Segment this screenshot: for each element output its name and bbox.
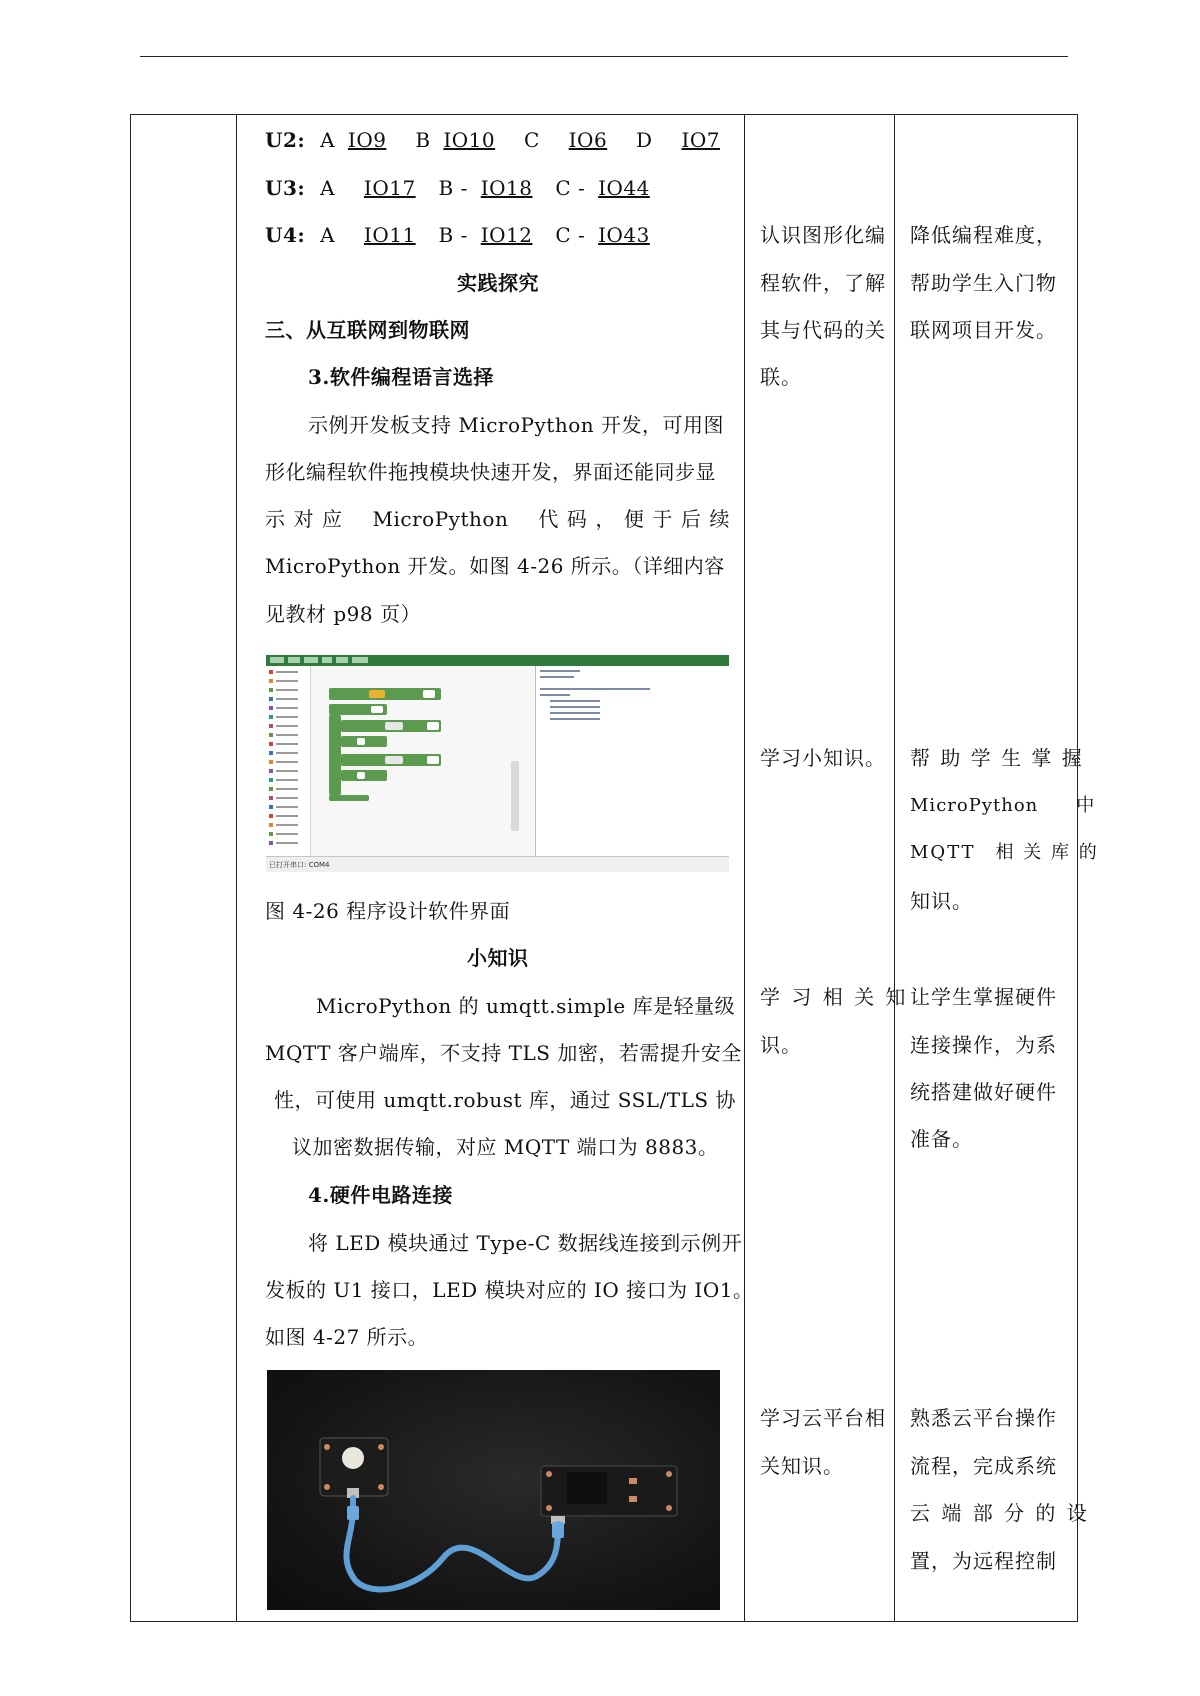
option-letter: D: [636, 128, 653, 152]
figure-2-hardware-photo: [267, 1370, 720, 1610]
word: 于: [652, 507, 673, 531]
option-value: IO12: [480, 223, 533, 247]
serial-status: 已打开串口: COM4: [269, 861, 330, 869]
activity-4-line1: 学习云平台相: [760, 1406, 886, 1430]
activity-3-line1: 学 习 相 关 知: [760, 985, 908, 1009]
hardware-photo-drawing: [267, 1370, 720, 1610]
activity-4-line2: 关知识。: [760, 1454, 844, 1478]
status-bar: [266, 856, 729, 872]
figure-1-software-screenshot: [266, 655, 729, 872]
purpose-3-line4: 准备。: [910, 1127, 973, 1151]
para1-line4: MicroPython 开发。如图 4-26 所示。（详细内容: [265, 554, 725, 578]
option-letter: C -: [555, 223, 586, 247]
word: ，: [595, 507, 616, 531]
word: 应: [322, 507, 343, 531]
u2-line: [265, 127, 720, 153]
option-letter: C: [523, 128, 540, 152]
option-value: IO9: [347, 128, 387, 152]
option-letter: A: [320, 176, 336, 200]
purpose-4-line4: 置，为远程控制: [910, 1549, 1057, 1573]
column-divider-2: [744, 115, 745, 1621]
section-heading: 实践探究: [457, 271, 539, 295]
word: MicroPython: [372, 507, 509, 531]
word: 码: [566, 507, 588, 531]
purpose-1-line2: 帮助学生入门物: [910, 271, 1057, 295]
purpose-4-line3: 云 端 部 分 的 设: [910, 1501, 1090, 1525]
option-value: IO7: [681, 128, 720, 152]
u4-line: [265, 222, 650, 248]
option-letter: A: [320, 128, 336, 152]
purpose-3-line3: 统搭建做好硬件: [910, 1080, 1057, 1104]
word: 代: [538, 507, 559, 531]
option-value: IO44: [598, 176, 650, 200]
purpose-2-line2: MicroPython 中: [910, 795, 1096, 816]
u3-label: U3:: [265, 176, 306, 200]
activity-1-line4: 联。: [760, 365, 802, 389]
para2-line3: 如图 4-27 所示。: [265, 1325, 429, 1349]
option-value: IO18: [480, 176, 533, 200]
purpose-3-line2: 连接操作，为系: [910, 1033, 1057, 1057]
option-value: IO11: [363, 223, 416, 247]
chapter-heading: 三、从互联网到物联网: [265, 318, 470, 342]
tip-line3: 性，可使用 umqtt.robust 库，通过 SSL/TLS 协: [274, 1088, 736, 1112]
para1-line3: [265, 506, 730, 532]
option-letter: A: [320, 223, 336, 247]
usb-c-cable: [346, 1498, 558, 1589]
activity-3-line2: 识。: [760, 1033, 802, 1057]
purpose-2-line3: MQTT 相 关 库 的: [910, 842, 1099, 863]
purpose-4-line1: 熟悉云平台操作: [910, 1406, 1057, 1430]
option-value: IO6: [568, 128, 608, 152]
code-panel: [536, 666, 729, 856]
option-value: IO43: [598, 223, 650, 247]
option-letter: C -: [555, 176, 586, 200]
zoom-controls[interactable]: [511, 761, 519, 831]
word: 便: [623, 507, 645, 531]
purpose-4-line2: 流程，完成系统: [910, 1454, 1057, 1478]
column-divider-3: [894, 115, 895, 1621]
para2-line2: 发板的 U1 接口，LED 模块对应的 IO 接口为 IO1。: [265, 1278, 754, 1302]
tip-line2: MQTT 客户端库，不支持 TLS 加密，若需提升安全: [265, 1041, 742, 1065]
option-letter: B: [415, 128, 431, 152]
option-letter: B -: [438, 223, 468, 247]
para2-line1: 将 LED 模块通过 Type-C 数据线连接到示例开: [308, 1231, 743, 1255]
activity-1-line2: 程软件，了解: [760, 271, 886, 295]
activity-1-line1: 认识图形化编: [760, 223, 886, 247]
subsection-3-heading: 3.软件编程语言选择: [308, 365, 494, 389]
u4-label: U4:: [265, 223, 306, 247]
tip-line4: 议加密数据传输，对应 MQTT 端口为 8883。: [292, 1135, 719, 1159]
option-letter: B -: [438, 176, 468, 200]
header-rule: [140, 56, 1068, 57]
purpose-1-line3: 联网项目开发。: [910, 318, 1057, 342]
purpose-1-line1: 降低编程难度，: [910, 223, 1057, 247]
block-workspace: [311, 666, 536, 856]
activity-2-line1: 学习小知识。: [760, 746, 886, 770]
figure-1-caption: 图 4-26 程序设计软件界面: [265, 899, 511, 923]
word: 对: [293, 507, 315, 531]
word: 后: [680, 507, 702, 531]
led-light: [342, 1447, 364, 1469]
column-divider-1: [236, 115, 237, 1621]
u3-line: [265, 175, 650, 201]
subsection-4-heading: 4.硬件电路连接: [308, 1183, 453, 1207]
para1-line5: 见教材 p98 页）: [265, 602, 421, 626]
u2-label: U2:: [265, 128, 306, 152]
para1-line1: 示例开发板支持 MicroPython 开发，可用图: [308, 413, 724, 437]
purpose-2-line4: 知识。: [910, 889, 973, 913]
word: 示: [265, 507, 286, 531]
tip-line1: MicroPython 的 umqtt.simple 库是轻量级: [316, 994, 736, 1018]
para1-line2: 形化编程软件拖拽模块快速开发，界面还能同步显: [265, 460, 716, 484]
option-value: IO10: [443, 128, 496, 152]
block-category-panel: [266, 666, 311, 856]
purpose-3-line1: 让学生掌握硬件: [910, 985, 1057, 1009]
word: 续: [709, 507, 730, 531]
tip-heading: 小知识: [467, 946, 529, 970]
app-menubar: [266, 655, 729, 666]
dev-board: [541, 1466, 677, 1516]
option-value: IO17: [363, 176, 416, 200]
activity-1-line3: 其与代码的关: [760, 318, 886, 342]
purpose-2-line1: 帮 助 学 生 掌 握: [910, 746, 1084, 770]
